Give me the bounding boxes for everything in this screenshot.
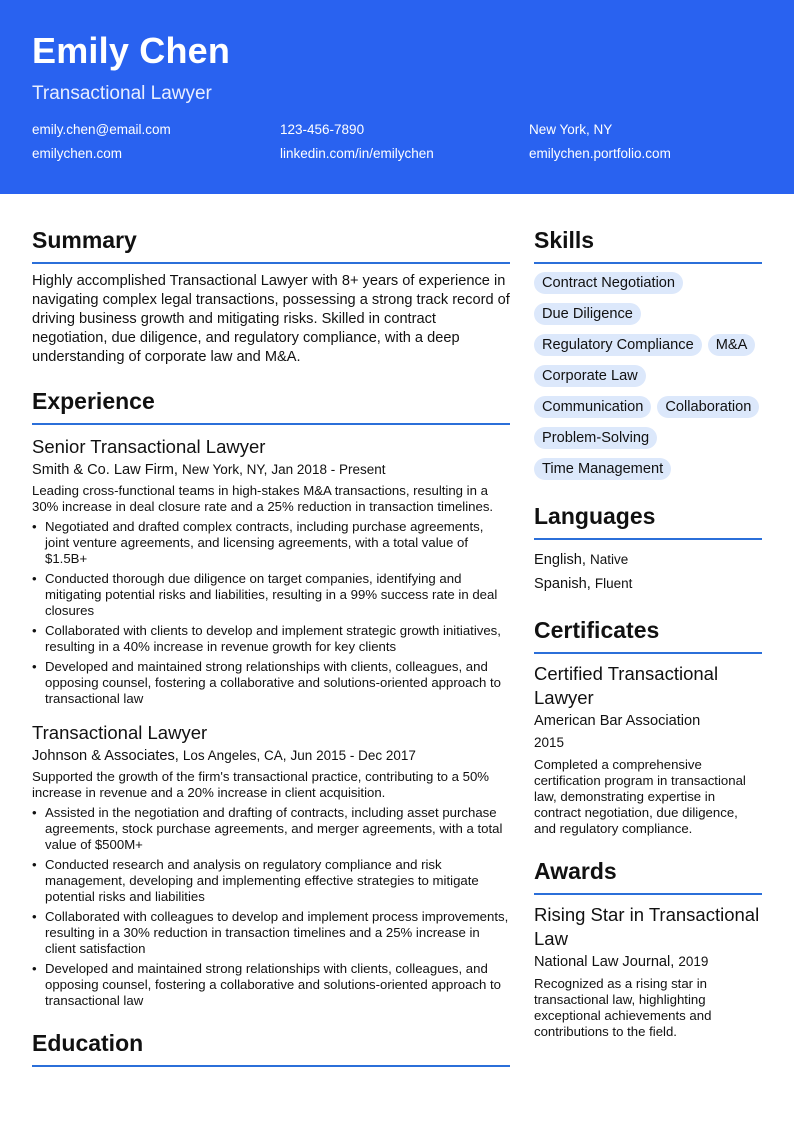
languages-heading: Languages <box>534 502 762 540</box>
job-description: Leading cross-functional teams in high-stakes M&A transactions, resulting in a 30% increase in deal closure rate and a 25% reduction in transaction timelines. <box>32 483 494 514</box>
job-meta <box>32 745 510 767</box>
job-bullet: • Assisted in the negotiation and drafting of contracts, including asset purchase agreements, stock purchase agreements, and merger agreements, with a total value of $500M+ <box>32 805 510 853</box>
certificate-title: Certified Transactional Lawyer <box>534 663 719 708</box>
language-item <box>534 548 762 572</box>
award-org: National Law Journal, <box>534 954 675 970</box>
language-name: Spanish, <box>534 576 591 592</box>
contact-location: New York, NY <box>529 122 613 137</box>
job-bullet: • Developed and maintained strong relationships with clients, colleagues, and opposing counsel, fostering a collaborative and solutions-oriented approach to transactional law <box>32 961 510 1009</box>
language-level: Native <box>589 552 629 567</box>
certificate-org: American Bar Association <box>534 713 701 729</box>
side-column <box>534 226 762 1040</box>
job-dates: Jan 2018 - Present <box>271 462 386 477</box>
award-title: Rising Star in Transactional Law <box>534 904 760 949</box>
skill-chip: Regulatory Compliance <box>534 334 702 356</box>
award-year: 2019 <box>678 954 709 969</box>
summary-heading: Summary <box>32 226 510 264</box>
job-location: Los Angeles, CA, <box>182 748 287 763</box>
language-level: Fluent <box>594 576 633 591</box>
award-meta <box>534 951 762 973</box>
job-bullets <box>32 805 510 1009</box>
skills-heading: Skills <box>534 226 762 264</box>
skill-chip: Problem-Solving <box>534 427 657 449</box>
skill-chip: Due Diligence <box>534 303 641 325</box>
job-dates: Jun 2015 - Dec 2017 <box>290 748 416 763</box>
certificate-description: Completed a comprehensive certification program in transactional law, demonstrating expertise in contract negotiation, due diligence, and regulatory compliance. <box>534 757 746 836</box>
job-description: Supported the growth of the firm's transactional practice, contributing to a 50% increase in revenue and a 20% increase in client acquisition. <box>32 769 490 800</box>
skills-list <box>534 272 762 480</box>
job-bullets <box>32 519 510 707</box>
skill-chip: Contract Negotiation <box>534 272 683 294</box>
skill-chip: Collaboration <box>657 396 759 418</box>
contact-email[interactable]: emily.chen@email.com <box>32 122 171 137</box>
education-heading: Education <box>32 1029 510 1067</box>
job-bullet: • Conducted research and analysis on regulatory compliance and risk management, developing and implementing effective strategies to mitigate potential risks and liabilities <box>32 857 510 905</box>
job-bullet: • Collaborated with clients to develop and implement strategic growth initiatives, resulting in a 40% increase in revenue growth for key clients <box>32 623 510 655</box>
certificates-heading: Certificates <box>534 616 762 654</box>
candidate-role: Transactional Lawyer <box>32 83 212 104</box>
job-meta <box>32 459 510 481</box>
summary-text: Highly accomplished Transactional Lawyer with 8+ years of experience in navigating complex legal transactions, possessing a strong track record of driving business growth and mitigating risks. Skilled in contract negotiation, due diligence, and regulatory compliance, with a deep understanding of corporate law and M&A. <box>32 273 510 365</box>
resume-header <box>0 0 794 194</box>
language-item <box>534 572 762 596</box>
language-name: English, <box>534 552 586 568</box>
job-company: Johnson & Associates, <box>32 748 179 764</box>
job-entry <box>32 435 510 707</box>
awards-heading: Awards <box>534 857 762 895</box>
contact-portfolio[interactable]: emilychen.portfolio.com <box>529 146 671 161</box>
skill-chip: M&A <box>708 334 756 356</box>
certificate-year: 2015 <box>534 735 565 750</box>
job-location: New York, NY, <box>182 462 268 477</box>
job-bullet: • Conducted thorough due diligence on target companies, identifying and mitigating potential risks and liabilities, resulting in a 99% success rate in deal closures <box>32 571 510 619</box>
job-title: Senior Transactional Lawyer <box>32 436 266 457</box>
skill-chip: Communication <box>534 396 651 418</box>
job-bullet: • Negotiated and drafted complex contracts, including purchase agreements, joint venture agreements, and licensing agreements, with a total value of $1.5B+ <box>32 519 510 567</box>
contact-website[interactable]: emilychen.com <box>32 146 123 161</box>
job-title: Transactional Lawyer <box>32 722 208 743</box>
award-description: Recognized as a rising star in transactional law, highlighting exceptional achievements and contributions to the field. <box>534 976 712 1039</box>
contact-phone[interactable]: 123-456-7890 <box>280 122 365 137</box>
job-bullet: • Developed and maintained strong relationships with clients, colleagues, and opposing counsel, fostering a collaborative and solutions-oriented approach to transactional law <box>32 659 510 707</box>
candidate-name: Emily Chen <box>32 30 231 71</box>
main-column <box>32 226 510 1075</box>
skill-chip: Time Management <box>534 458 671 480</box>
experience-heading: Experience <box>32 387 510 425</box>
contact-linkedin[interactable]: linkedin.com/in/emilychen <box>280 146 434 161</box>
job-bullet: • Collaborated with colleagues to develop and implement process improvements, resulting in a 30% reduction in transaction timelines and a 25% increase in client satisfaction <box>32 909 510 957</box>
job-entry <box>32 721 510 1009</box>
skill-chip: Corporate Law <box>534 365 646 387</box>
job-company: Smith & Co. Law Firm, <box>32 462 178 478</box>
